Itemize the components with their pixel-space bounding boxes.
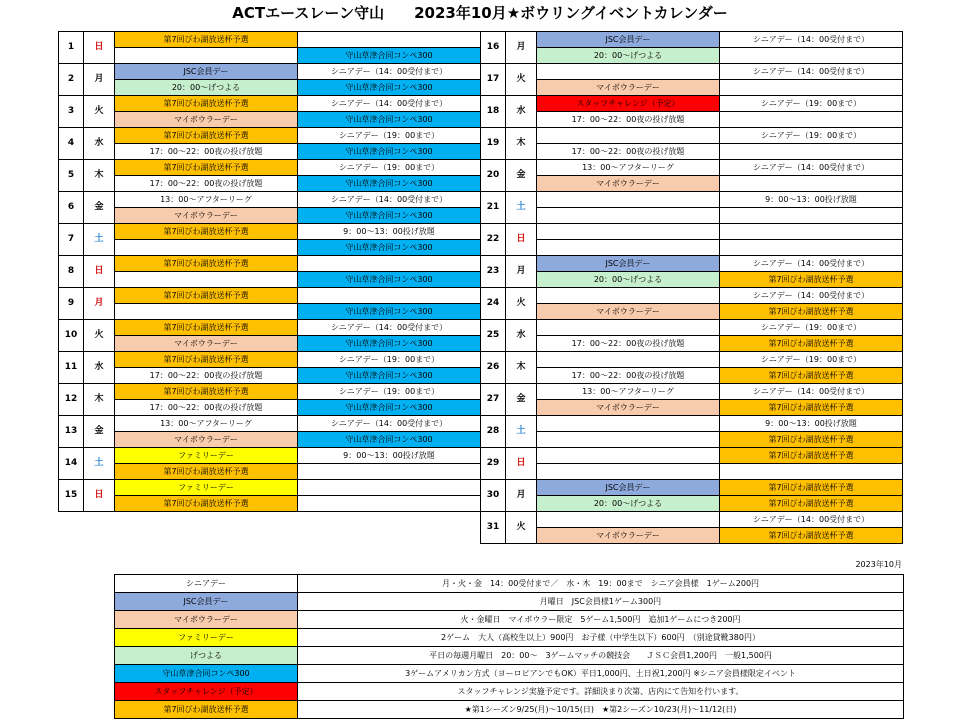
day-number: 22: [481, 224, 506, 256]
event-cell-tournament: 第7回びわ湖放送杯予選: [720, 368, 903, 384]
event-cell-tournament: 第7回びわ湖放送杯予選: [115, 320, 298, 336]
legend-row: [115, 575, 904, 593]
calendar-row: [481, 192, 903, 208]
event-cell-conpe: 守山草津合同コンペ300: [298, 144, 481, 160]
event-cell-senior14: シニアデー（14：00受付まで）: [720, 288, 903, 304]
event-cell-empty: [115, 240, 298, 256]
legend-description: スタッフチャレンジ実施予定です。詳細決まり次第、店内にて告知を行います。: [298, 683, 904, 701]
event-cell-empty: [115, 48, 298, 64]
event-cell-tournament: 第7回びわ湖放送杯予選: [720, 304, 903, 320]
event-cell-senior19: シニアデー（19：00まで）: [720, 96, 903, 112]
event-cell-staff: スタッフチャレンジ（予定）: [537, 96, 720, 112]
legend-description: 月・火・金 14：00受付まで／ 水・木 19：00まで シニア会員様 1ゲーム200円: [298, 575, 904, 593]
calendar-row: [481, 96, 903, 112]
legend-description: 平日の毎週月曜日 20：00～ 3ゲームマッチの競技会 ＪＳＣ会員1,200円 一般1,500円: [298, 647, 904, 665]
event-cell-tournament: 第7回びわ湖放送杯予選: [115, 496, 298, 512]
event-cell-empty: [537, 224, 720, 240]
event-cell-night: 17：00～22：00夜の投げ放題: [115, 144, 298, 160]
event-cell-senior19: シニアデー（19：00まで）: [298, 352, 481, 368]
event-cell-senior14: シニアデー（14：00受付まで）: [298, 96, 481, 112]
legend-row: [115, 701, 904, 719]
event-cell-tournament: 第7回びわ湖放送杯予選: [115, 160, 298, 176]
date-note: 2023年10月: [855, 560, 902, 569]
event-cell-tournament: 第7回びわ湖放送杯予選: [115, 128, 298, 144]
calendar-row: [481, 112, 903, 128]
event-cell-empty: [537, 208, 720, 224]
event-cell-conpe: 守山草津合同コンペ300: [298, 400, 481, 416]
event-cell-empty: [537, 352, 720, 368]
calendar-row: [59, 400, 481, 416]
event-cell-morning: 9：00～13：00投げ放題: [298, 224, 481, 240]
calendar-row: [481, 528, 903, 544]
calendar-row: [59, 64, 481, 80]
legend-row: [115, 665, 904, 683]
event-cell-myball: マイボウラーデー: [115, 208, 298, 224]
day-number: 19: [481, 128, 506, 160]
day-of-week: 土: [84, 224, 115, 256]
event-cell-conpe: 守山草津合同コンペ300: [298, 176, 481, 192]
calendar-row: [59, 320, 481, 336]
event-cell-myball: マイボウラーデー: [537, 80, 720, 96]
calendar-row: [481, 48, 903, 64]
event-cell-conpe: 守山草津合同コンペ300: [298, 112, 481, 128]
event-cell-tournament: 第7回びわ湖放送杯予選: [115, 464, 298, 480]
day-number: 15: [59, 480, 84, 512]
day-of-week: 月: [84, 64, 115, 96]
event-cell-myball: マイボウラーデー: [115, 112, 298, 128]
calendar-row: [59, 192, 481, 208]
event-cell-morning: 9：00～13：00投げ放題: [298, 448, 481, 464]
event-cell-senior14: シニアデー（14：00受付まで）: [720, 384, 903, 400]
legend-description: 月曜日 JSC会員様1ゲーム300円: [298, 593, 904, 611]
event-cell-tournament: 第7回びわ湖放送杯予選: [720, 496, 903, 512]
day-of-week: 日: [506, 224, 537, 256]
calendar-right: [480, 31, 903, 544]
calendar-row: [481, 256, 903, 272]
day-of-week: 金: [84, 416, 115, 448]
day-number: 2: [59, 64, 84, 96]
legend-description: 2ゲーム 大人（高校生以上）900円 お子様（中学生以下）600円 （別途貸靴380円）: [298, 629, 904, 647]
event-cell-family: ファミリーデー: [115, 448, 298, 464]
event-cell-empty: [720, 80, 903, 96]
event-cell-conpe: 守山草津合同コンペ300: [298, 240, 481, 256]
event-cell-tournament: 第7回びわ湖放送杯予選: [115, 224, 298, 240]
event-cell-jsc: JSC会員デー: [537, 32, 720, 48]
event-cell-tournament: 第7回びわ湖放送杯予選: [115, 32, 298, 48]
event-cell-family: ファミリーデー: [115, 480, 298, 496]
event-cell-myball: マイボウラーデー: [115, 336, 298, 352]
day-of-week: 土: [84, 448, 115, 480]
calendar-row: [481, 224, 903, 240]
calendar-row: [59, 112, 481, 128]
calendar-row: [59, 464, 481, 480]
event-cell-empty: [720, 224, 903, 240]
event-cell-myball: マイボウラーデー: [537, 304, 720, 320]
day-number: 30: [481, 480, 506, 512]
calendar-row: [481, 384, 903, 400]
legend-description: 火・金曜日 マイボウラー限定 5ゲーム1,500円 追加1ゲームにつき200円: [298, 611, 904, 629]
event-cell-senior14: シニアデー（14：00受付まで）: [720, 64, 903, 80]
day-number: 12: [59, 384, 84, 416]
day-of-week: 土: [506, 416, 537, 448]
day-of-week: 月: [84, 288, 115, 320]
day-of-week: 金: [84, 192, 115, 224]
day-number: 31: [481, 512, 506, 544]
day-number: 1: [59, 32, 84, 64]
day-of-week: 火: [84, 96, 115, 128]
day-of-week: 水: [506, 320, 537, 352]
day-number: 17: [481, 64, 506, 96]
calendar-row: [481, 176, 903, 192]
event-cell-conpe: 守山草津合同コンペ300: [298, 432, 481, 448]
day-of-week: 木: [84, 384, 115, 416]
legend-row: [115, 593, 904, 611]
day-of-week: 水: [506, 96, 537, 128]
event-cell-tournament: 第7回びわ湖放送杯予選: [115, 96, 298, 112]
legend-label: げつよる: [115, 647, 298, 665]
event-cell-after: 13：00～アフターリーグ: [115, 192, 298, 208]
event-cell-conpe: 守山草津合同コンペ300: [298, 304, 481, 320]
calendar-row: [59, 272, 481, 288]
calendar-row: [481, 208, 903, 224]
calendar-row: [59, 496, 481, 512]
event-cell-myball: マイボウラーデー: [537, 400, 720, 416]
calendar-row: [59, 128, 481, 144]
legend-row: [115, 611, 904, 629]
calendar-row: [481, 64, 903, 80]
legend-description: ★第1シーズン9/25(月)～10/15(日) ★第2シーズン10/23(月)～11/12(日): [298, 701, 904, 719]
event-cell-empty: [537, 432, 720, 448]
calendar-row: [481, 480, 903, 496]
calendar-row: [481, 32, 903, 48]
event-cell-empty: [537, 192, 720, 208]
event-cell-myball: マイボウラーデー: [537, 176, 720, 192]
event-cell-empty: [298, 480, 481, 496]
event-cell-empty: [720, 208, 903, 224]
event-cell-empty: [720, 464, 903, 480]
day-of-week: 火: [506, 288, 537, 320]
event-cell-empty: [720, 48, 903, 64]
event-cell-empty: [115, 272, 298, 288]
event-cell-jsc: JSC会員デー: [537, 480, 720, 496]
calendar-row: [481, 240, 903, 256]
event-cell-senior14: シニアデー（14：00受付まで）: [298, 416, 481, 432]
event-cell-senior19: シニアデー（19：00まで）: [720, 320, 903, 336]
calendar-row: [481, 368, 903, 384]
calendar-row: [59, 80, 481, 96]
calendar-row: [59, 416, 481, 432]
calendar-row: [59, 48, 481, 64]
calendar-row: [59, 144, 481, 160]
calendar-row: [59, 336, 481, 352]
event-cell-senior14: シニアデー（14：00受付まで）: [720, 160, 903, 176]
event-cell-night: 17：00～22：00夜の投げ放題: [537, 144, 720, 160]
event-cell-night: 17：00～22：00夜の投げ放題: [115, 368, 298, 384]
event-cell-empty: [720, 176, 903, 192]
calendar-row: [59, 176, 481, 192]
event-cell-tournament: 第7回びわ湖放送杯予選: [720, 528, 903, 544]
calendar-row: [481, 304, 903, 320]
day-of-week: 日: [506, 448, 537, 480]
calendar-row: [59, 32, 481, 48]
event-cell-jsc: JSC会員デー: [537, 256, 720, 272]
legend-table: [114, 574, 904, 719]
day-of-week: 木: [506, 128, 537, 160]
event-cell-night: 17：00～22：00夜の投げ放題: [115, 400, 298, 416]
event-cell-empty: [537, 320, 720, 336]
event-cell-empty: [720, 144, 903, 160]
event-cell-after: 13：00～アフターリーグ: [537, 160, 720, 176]
calendar-row: [59, 352, 481, 368]
event-cell-empty: [537, 288, 720, 304]
day-number: 21: [481, 192, 506, 224]
event-cell-empty: [537, 416, 720, 432]
day-number: 28: [481, 416, 506, 448]
calendar-row: [59, 288, 481, 304]
calendar-row: [481, 448, 903, 464]
event-cell-empty: [298, 32, 481, 48]
page-title: ACTエースレーン守山 2023年10月★ボウリングイベントカレンダー: [232, 4, 728, 22]
legend-label: 守山草津合同コンペ300: [115, 665, 298, 683]
event-cell-getsuyoru: 20：00～げつよる: [115, 80, 298, 96]
event-cell-myball: マイボウラーデー: [115, 432, 298, 448]
calendar-row: [481, 432, 903, 448]
calendar-row: [59, 480, 481, 496]
event-cell-empty: [720, 112, 903, 128]
event-cell-senior19: シニアデー（19：00まで）: [298, 128, 481, 144]
event-cell-empty: [298, 256, 481, 272]
legend-description: 3ゲームアメリカン方式（ヨーロピアンでもOK）平日1,000円、土日祝1,200円 ※シニア会員様限定イベント: [298, 665, 904, 683]
event-cell-conpe: 守山草津合同コンペ300: [298, 336, 481, 352]
event-cell-night: 17：00～22：00夜の投げ放題: [537, 336, 720, 352]
event-cell-getsuyoru: 20：00～げつよる: [537, 496, 720, 512]
event-cell-senior14: シニアデー（14：00受付まで）: [298, 64, 481, 80]
event-cell-empty: [298, 464, 481, 480]
event-cell-empty: [537, 464, 720, 480]
legend-label: JSC会員デー: [115, 593, 298, 611]
event-cell-getsuyoru: 20：00～げつよる: [537, 272, 720, 288]
event-cell-empty: [537, 128, 720, 144]
day-number: 23: [481, 256, 506, 288]
day-number: 10: [59, 320, 84, 352]
legend-row: [115, 647, 904, 665]
day-number: 25: [481, 320, 506, 352]
day-of-week: 日: [84, 32, 115, 64]
calendar-row: [481, 464, 903, 480]
event-cell-tournament: 第7回びわ湖放送杯予選: [720, 448, 903, 464]
event-cell-empty: [720, 240, 903, 256]
calendar-row: [481, 336, 903, 352]
calendar-row: [59, 160, 481, 176]
calendar-row: [481, 400, 903, 416]
event-cell-myball: マイボウラーデー: [537, 528, 720, 544]
day-number: 29: [481, 448, 506, 480]
event-cell-after: 13：00～アフターリーグ: [115, 416, 298, 432]
event-cell-night: 17：00～22：00夜の投げ放題: [537, 112, 720, 128]
day-of-week: 月: [506, 32, 537, 64]
calendar-row: [59, 304, 481, 320]
day-number: 14: [59, 448, 84, 480]
calendar-row: [59, 384, 481, 400]
day-number: 18: [481, 96, 506, 128]
day-number: 8: [59, 256, 84, 288]
calendar-row: [59, 208, 481, 224]
legend-label: 第7回びわ湖放送杯予選: [115, 701, 298, 719]
event-cell-empty: [537, 448, 720, 464]
calendar-row: [481, 352, 903, 368]
event-cell-night: 17：00～22：00夜の投げ放題: [115, 176, 298, 192]
calendar-row: [481, 80, 903, 96]
event-cell-morning: 9：00～13：00投げ放題: [720, 416, 903, 432]
event-cell-empty: [537, 64, 720, 80]
day-number: 5: [59, 160, 84, 192]
calendar-row: [59, 224, 481, 240]
event-cell-conpe: 守山草津合同コンペ300: [298, 368, 481, 384]
event-cell-after: 13：00～アフターリーグ: [537, 384, 720, 400]
day-number: 16: [481, 32, 506, 64]
event-cell-jsc: JSC会員デー: [115, 64, 298, 80]
legend-row: [115, 629, 904, 647]
event-cell-morning: 9：00～13：00投げ放題: [720, 192, 903, 208]
day-of-week: 木: [506, 352, 537, 384]
calendar-row: [481, 416, 903, 432]
event-cell-night: 17：00～22：00夜の投げ放題: [537, 368, 720, 384]
day-number: 20: [481, 160, 506, 192]
calendar-row: [59, 368, 481, 384]
event-cell-senior14: シニアデー（14：00受付まで）: [720, 256, 903, 272]
event-cell-conpe: 守山草津合同コンペ300: [298, 208, 481, 224]
calendar-row: [481, 496, 903, 512]
event-cell-getsuyoru: 20：00～げつよる: [537, 48, 720, 64]
day-of-week: 金: [506, 160, 537, 192]
day-number: 6: [59, 192, 84, 224]
event-cell-empty: [115, 304, 298, 320]
day-number: 7: [59, 224, 84, 256]
calendar-row: [481, 160, 903, 176]
day-of-week: 火: [84, 320, 115, 352]
day-of-week: 火: [506, 512, 537, 544]
calendar-row: [481, 288, 903, 304]
calendar-row: [59, 448, 481, 464]
event-cell-senior14: シニアデー（14：00受付まで）: [720, 32, 903, 48]
event-cell-tournament: 第7回びわ湖放送杯予選: [115, 352, 298, 368]
event-cell-tournament: 第7回びわ湖放送杯予選: [720, 432, 903, 448]
day-of-week: 月: [506, 480, 537, 512]
event-cell-empty: [298, 288, 481, 304]
legend-label: ファミリーデー: [115, 629, 298, 647]
event-cell-senior14: シニアデー（14：00受付まで）: [298, 320, 481, 336]
event-cell-senior14: シニアデー（14：00受付まで）: [720, 512, 903, 528]
event-cell-empty: [537, 240, 720, 256]
day-of-week: 木: [84, 160, 115, 192]
calendar-left: [58, 31, 481, 512]
calendar-row: [481, 144, 903, 160]
day-number: 26: [481, 352, 506, 384]
legend-row: [115, 683, 904, 701]
event-cell-tournament: 第7回びわ湖放送杯予選: [720, 336, 903, 352]
day-number: 11: [59, 352, 84, 384]
calendar-row: [59, 96, 481, 112]
day-of-week: 日: [84, 256, 115, 288]
day-of-week: 月: [506, 256, 537, 288]
day-number: 27: [481, 384, 506, 416]
day-of-week: 金: [506, 384, 537, 416]
day-number: 3: [59, 96, 84, 128]
legend-label: シニアデー: [115, 575, 298, 593]
event-cell-tournament: 第7回びわ湖放送杯予選: [115, 256, 298, 272]
day-of-week: 土: [506, 192, 537, 224]
event-cell-senior19: シニアデー（19：00まで）: [720, 128, 903, 144]
calendar-row: [481, 512, 903, 528]
event-cell-conpe: 守山草津合同コンペ300: [298, 80, 481, 96]
day-number: 24: [481, 288, 506, 320]
event-cell-senior19: シニアデー（19：00まで）: [298, 384, 481, 400]
calendar-row: [481, 272, 903, 288]
day-of-week: 水: [84, 352, 115, 384]
event-cell-tournament: 第7回びわ湖放送杯予選: [115, 384, 298, 400]
day-number: 4: [59, 128, 84, 160]
event-cell-conpe: 守山草津合同コンペ300: [298, 48, 481, 64]
event-cell-tournament: 第7回びわ湖放送杯予選: [720, 400, 903, 416]
day-of-week: 水: [84, 128, 115, 160]
event-cell-senior14: シニアデー（14：00受付まで）: [298, 192, 481, 208]
event-cell-empty: [298, 496, 481, 512]
legend-label: マイボウラーデー: [115, 611, 298, 629]
legend-label: スタッフチャレンジ（予定）: [115, 683, 298, 701]
event-cell-empty: [537, 512, 720, 528]
day-of-week: 日: [84, 480, 115, 512]
calendar-row: [481, 320, 903, 336]
event-cell-conpe: 守山草津合同コンペ300: [298, 272, 481, 288]
day-number: 9: [59, 288, 84, 320]
event-cell-tournament: 第7回びわ湖放送杯予選: [720, 272, 903, 288]
event-cell-senior19: シニアデー（19：00まで）: [720, 352, 903, 368]
event-cell-senior19: シニアデー（19：00まで）: [298, 160, 481, 176]
event-cell-tournament: 第7回びわ湖放送杯予選: [115, 288, 298, 304]
calendar-row: [59, 432, 481, 448]
event-cell-tournament: 第7回びわ湖放送杯予選: [720, 480, 903, 496]
calendar-row: [481, 128, 903, 144]
day-of-week: 火: [506, 64, 537, 96]
calendar-row: [59, 256, 481, 272]
day-number: 13: [59, 416, 84, 448]
calendar-row: [59, 240, 481, 256]
